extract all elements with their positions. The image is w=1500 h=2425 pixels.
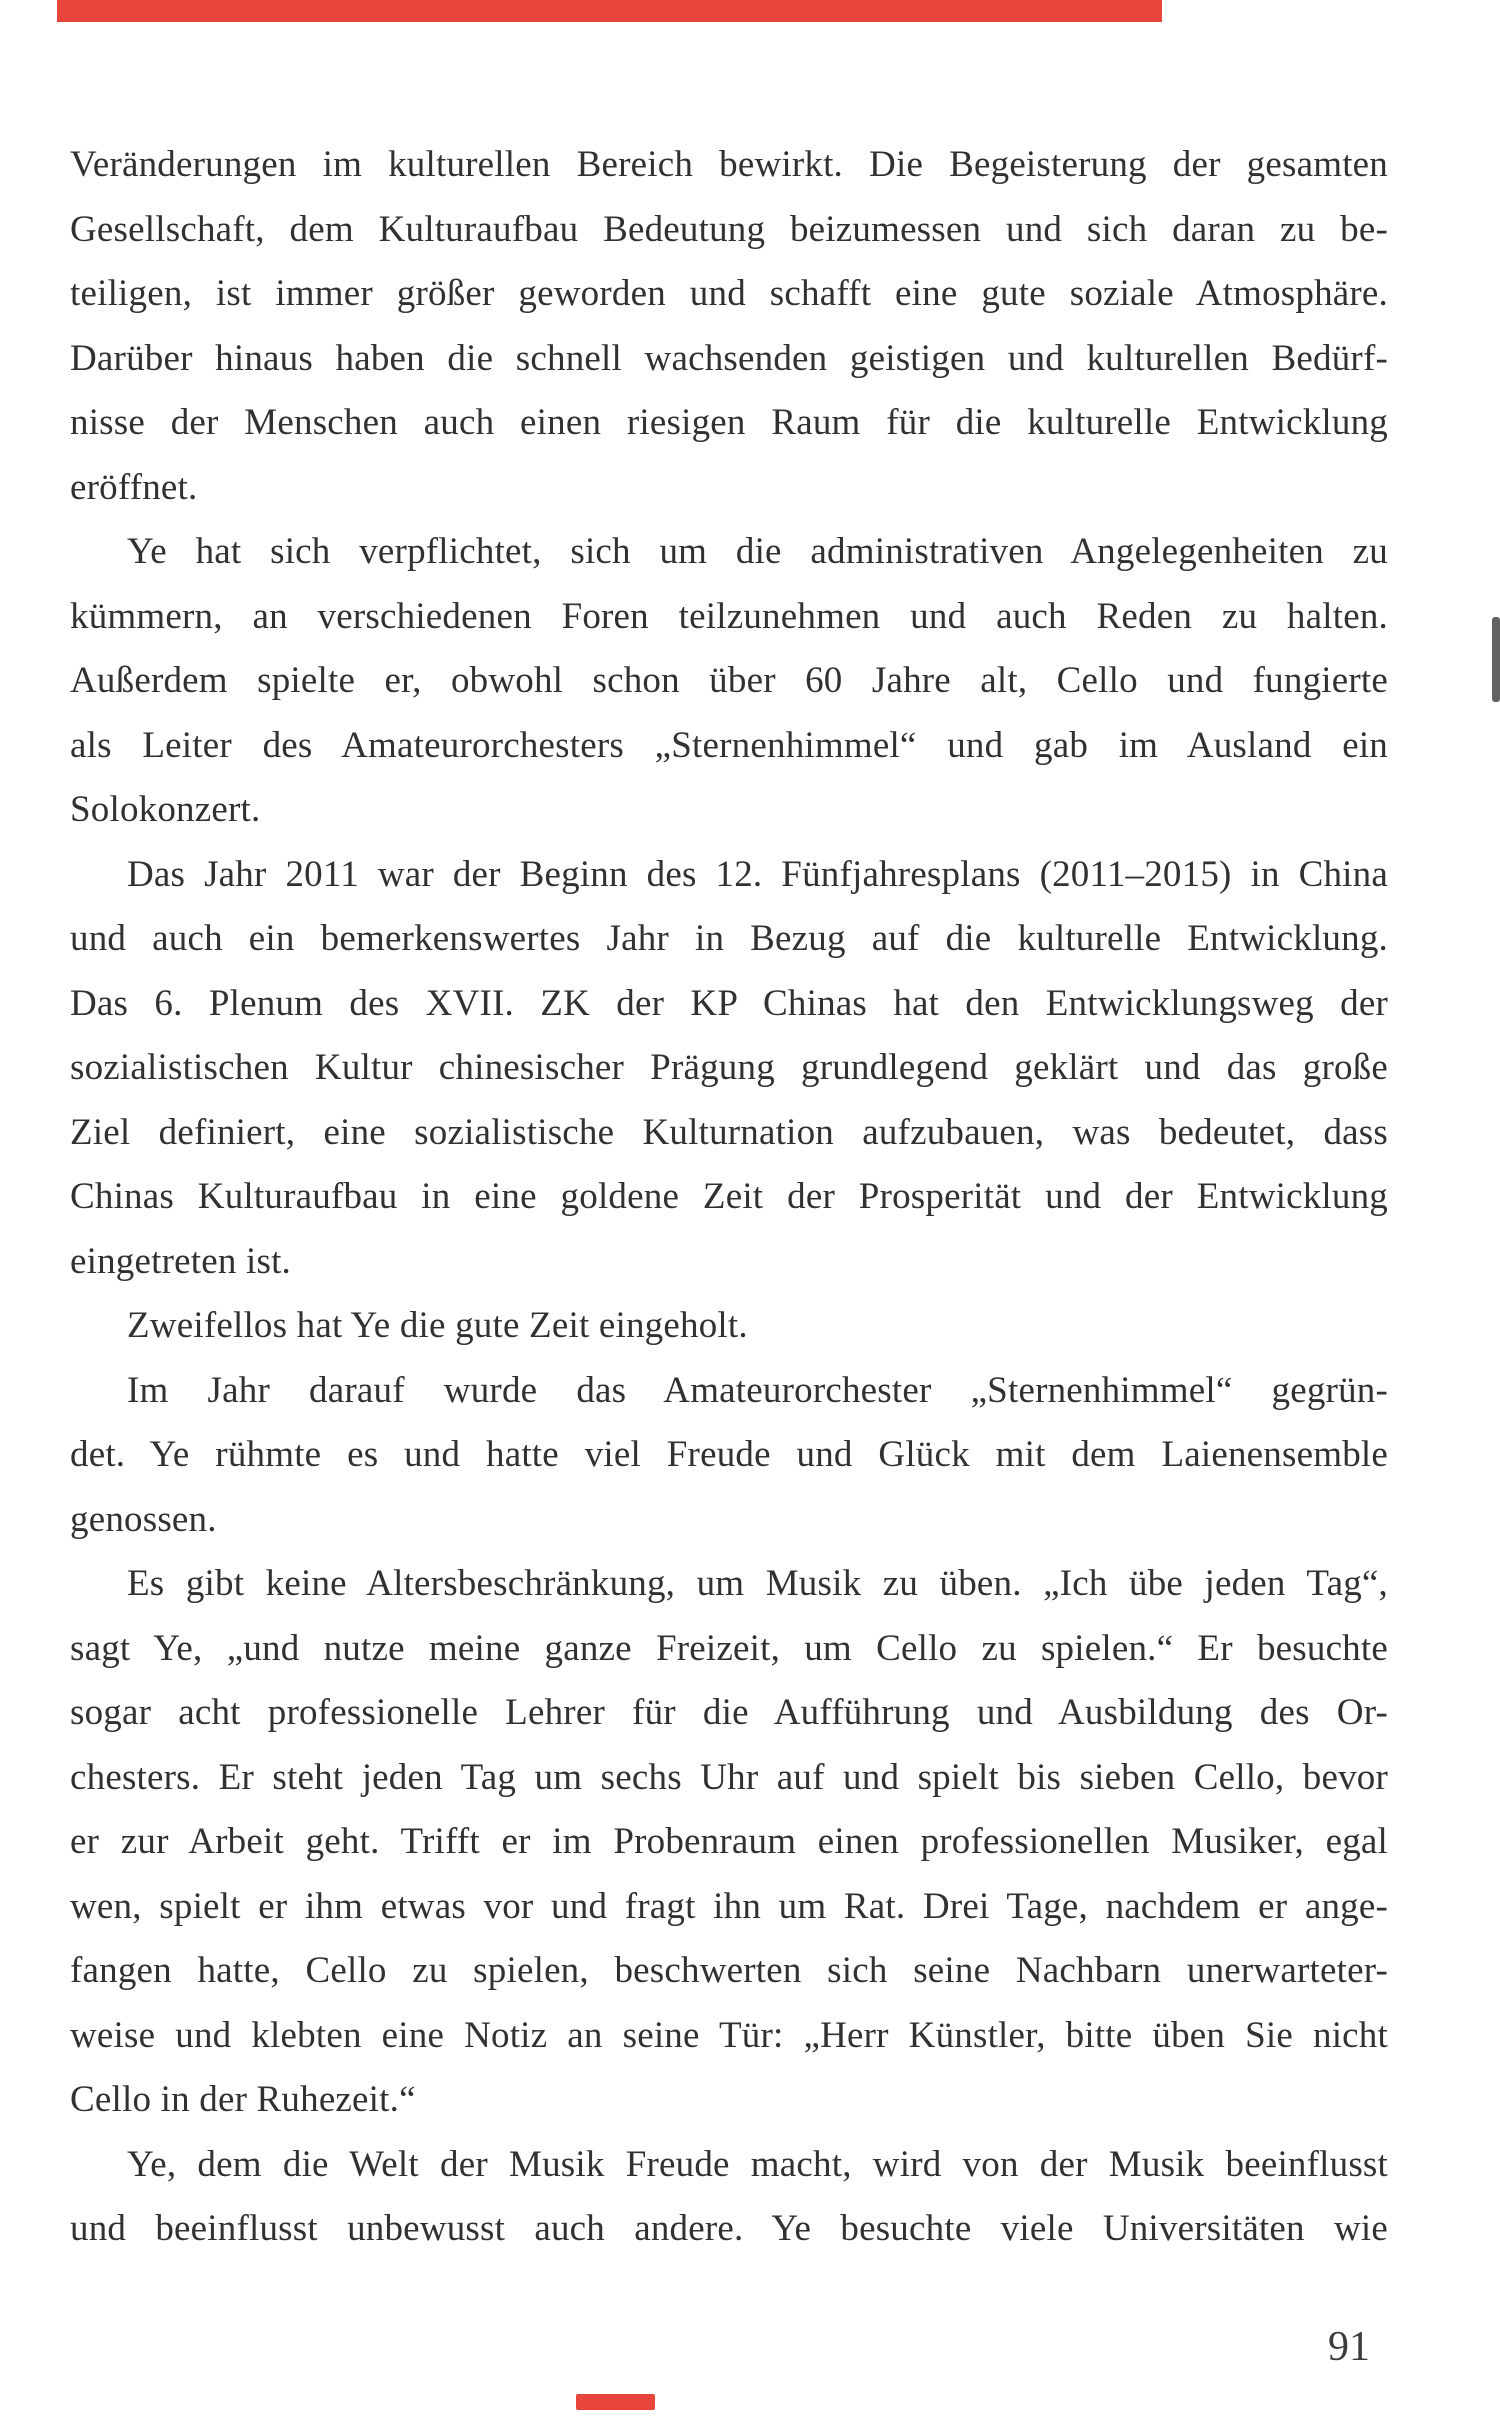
- text-line: kümmern, an verschiedenen Foren teilzunehmen und auch Reden zu halten.: [70, 595, 1388, 637]
- body-text: [70, 133, 1388, 2262]
- text-line: Es gibt keine Altersbeschränkung, um Musik zu üben. „Ich übe jeden Tag“,: [127, 1563, 1388, 1604]
- text-line: Chinas Kulturaufbau in eine goldene Zeit der Prosperität und der Entwicklung: [70, 1176, 1388, 1217]
- text-line: und auch ein bemerkenswertes Jahr in Bezug auf die kulturelle Entwicklung.: [70, 918, 1388, 959]
- text-line: Zweifellos hat Ye die gute Zeit eingeholt.: [127, 1305, 748, 1346]
- red-mark: [576, 2394, 655, 2410]
- scan-edge-mark: [1492, 617, 1500, 702]
- page-number: 91: [1328, 2324, 1370, 2370]
- text-line: Das Jahr 2011 war der Beginn des 12. Fünfjahresplans (2011–2015) in China: [127, 853, 1388, 895]
- text-line: Ziel definiert, eine sozialistische Kulturnation aufzubauen, was bedeutet, dass: [70, 1111, 1388, 1153]
- text-line: sagt Ye, „und nutze meine ganze Freizeit, um Cello zu spielen.“ Er besuchte: [70, 1627, 1388, 1669]
- text-line: als Leiter des Amateurorchesters „Sternenhimmel“ und gab im Ausland ein: [70, 724, 1388, 766]
- text-line: sogar acht professionelle Lehrer für die Aufführung und Ausbildung des Or-: [70, 1692, 1388, 1733]
- text-line: chesters. Er steht jeden Tag um sechs Uhr auf und spielt bis sieben Cello, bevor: [70, 1756, 1388, 1798]
- text-line: Im Jahr darauf wurde das Amateurorchester „Sternenhimmel“ gegrün-: [127, 1369, 1388, 1411]
- text-line: det. Ye rühmte es und hatte viel Freude und Glück mit dem Laienensemble: [70, 1434, 1388, 1475]
- text-line: Cello in der Ruhezeit.“: [70, 2079, 416, 2120]
- red-highlight-bar: [57, 0, 1162, 22]
- text-line: genossen.: [70, 1498, 217, 1540]
- text-line: Außerdem spielte er, obwohl schon über 60 Jahre alt, Cello und fungierte: [70, 660, 1388, 701]
- text-line: teiligen, ist immer größer geworden und schafft eine gute soziale Atmosphäre.: [70, 273, 1388, 314]
- text-line: Darüber hinaus haben die schnell wachsenden geistigen und kulturellen Bedürf-: [70, 337, 1388, 379]
- text-line: Das 6. Plenum des XVII. ZK der KP Chinas hat den Entwicklungsweg der: [70, 982, 1388, 1024]
- text-line: Veränderungen im kulturellen Bereich bewirkt. Die Begeisterung der gesamten: [70, 144, 1388, 185]
- text-line: und beeinflusst unbewusst auch andere. Ye besuchte viele Universitäten wie: [70, 2208, 1388, 2249]
- text-line: fangen hatte, Cello zu spielen, beschwerten sich seine Nachbarn unerwarteter-: [70, 1950, 1388, 1991]
- text-line: Gesellschaft, dem Kulturaufbau Bedeutung beizumessen und sich daran zu be-: [70, 208, 1388, 250]
- text-line: Solokonzert.: [70, 789, 261, 830]
- text-line: er zur Arbeit geht. Trifft er im Probenraum einen professionellen Musiker, egal: [70, 1821, 1388, 1862]
- text-line: Ye, dem die Welt der Musik Freude macht, wird von der Musik beeinflusst: [127, 2143, 1388, 2185]
- text-line: eröffnet.: [70, 466, 198, 508]
- text-line: Ye hat sich verpflichtet, sich um die administrativen Angelegenheiten zu: [127, 531, 1388, 572]
- text-line: eingetreten ist.: [70, 1240, 292, 1282]
- text-line: wen, spielt er ihm etwas vor und fragt ihn um Rat. Drei Tage, nachdem er ange-: [70, 1885, 1388, 1927]
- text-line: sozialistischen Kultur chinesischer Prägung grundlegend geklärt und das große: [70, 1047, 1388, 1088]
- text-line: nisse der Menschen auch einen riesigen Raum für die kulturelle Entwicklung: [70, 402, 1388, 443]
- text-line: weise und klebten eine Notiz an seine Tür: „Herr Künstler, bitte üben Sie nicht: [70, 2014, 1388, 2056]
